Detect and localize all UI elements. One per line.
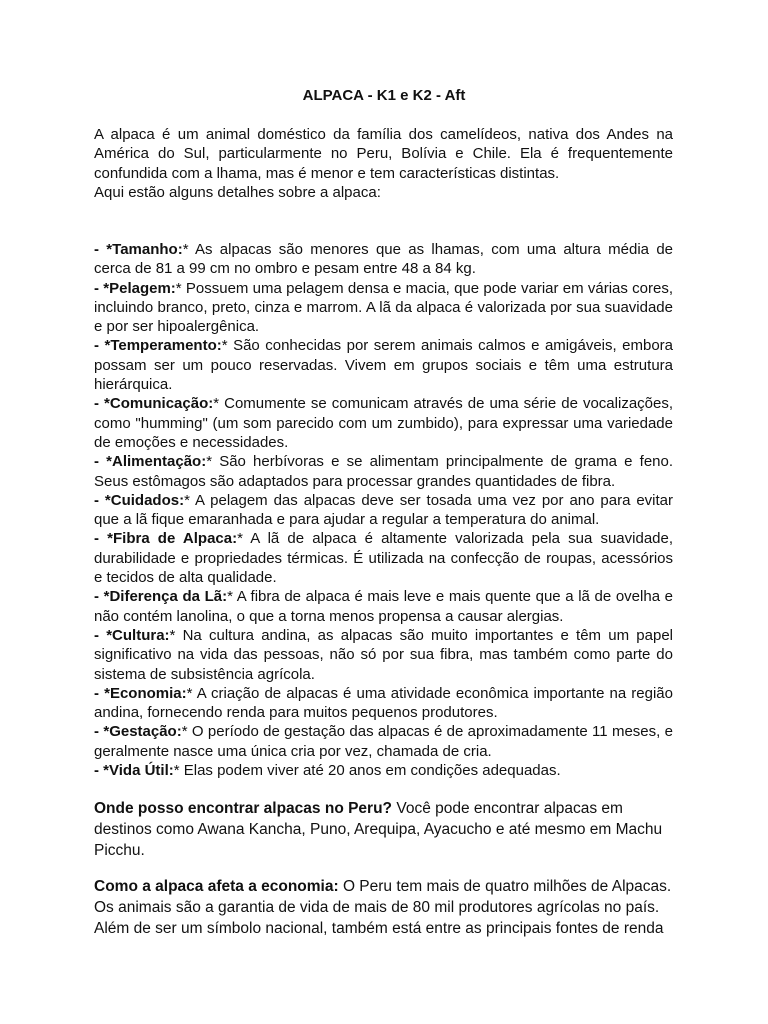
intro-paragraph: A alpaca é um animal doméstico da família dos camelídeos, nativa dos Andes na América do Sul, particularmente no Peru, Bolívia e Chile. Ela é frequentemente confundida com a lhama, mas é menor e tem características distintas. (94, 126, 673, 182)
peru-answer: Você pode encontrar alpacas em destinos como Awana Kancha, Puno, Arequipa, Ayacucho e até mesmo em Machu Picchu. (94, 800, 663, 859)
list-item: - *Cultura:* Na cultura andina, as alpacas são muito importantes e têm um papel significativo na vida das pessoas, não só por sua fibra, mas também como parte do sistema de subsistência agrícola. (94, 626, 673, 683)
list-item: - *Vida Útil:* Elas podem viver até 20 anos em condições adequadas. (94, 762, 561, 780)
document-title: ALPACA - K1 e K2 - Aft (302, 87, 466, 104)
list-item: - *Economia:* A criação de alpacas é uma atividade econômica importante na região andina, fornecendo renda para muitos pequenos produtores. (94, 684, 673, 722)
intro-section (94, 125, 673, 202)
list-item: - *Temperamento:* São conhecidas por serem animais calmos e amigáveis, embora possam ser um pouco reservadas. Vivem em grupos sociais e têm uma estrutura hierárquica. (94, 337, 674, 394)
list-item: - *Cuidados:* A pelagem das alpacas deve ser tosada uma vez por ano para evitar que a lã fique emaranhada e para ajudar a regular a temperatura do animal. (94, 491, 674, 529)
list-item: - *Pelagem:* Possuem uma pelagem densa e macia, que pode variar em várias cores, incluindo branco, preto, cinza e marrom. A lã da alpaca é valorizada por sua suavidade e por ser hipoalergênica. (94, 279, 673, 336)
economy-paragraph (94, 876, 673, 939)
list-item: - *Alimentação:* São herbívoras e se alimentam principalmente de grama e feno. Seus estômagos são adaptados para processar grandes quantidades de fibra. (94, 453, 674, 490)
economy-answer: O Peru tem mais de quatro milhões de Alpacas. Os animais são a garantia de vida de mais de 80 mil produtores agrícolas no país. Além de ser um símbolo nacional, também está entre as principais fontes de renda (94, 878, 672, 937)
list-item: - *Diferença da Lã:* A fibra de alpaca é mais leve e mais quente que a lã de ovelha e não contém lanolina, o que a torna menos propensa a causar alergias. (94, 588, 673, 625)
list-item: - *Fibra de Alpaca:* A lã de alpaca é altamente valorizada pela sua suavidade, durabilidade e propriedades térmicas. É utilizada na confecção de roupas, acessórios e tecidos de alta qualidade. (94, 530, 674, 587)
intro-lead-in: Aqui estão alguns detalhes sobre a alpaca: (94, 183, 381, 201)
list-item: - *Comunicação:* Comumente se comunicam através de uma série de vocalizações, como "humming" (um som parecido com um zumbido), para expressar uma variedade de emoções e necessidades. (94, 395, 674, 451)
details-list (94, 240, 673, 780)
peru-paragraph (94, 798, 673, 861)
peru-question: Onde posso encontrar alpacas no Peru? (94, 800, 393, 817)
list-item: - *Tamanho:* As alpacas são menores que as lhamas, com uma altura média de cerca de 81 a 99 cm no ombro e pesam entre 48 a 84 kg. (94, 241, 674, 278)
list-item: - *Gestação:* O período de gestação das alpacas é de aproximadamente 11 meses, e geralmente nasce uma única cria por vez, chamada de cria. (94, 723, 674, 760)
economy-question: Como a alpaca afeta a economia: (94, 878, 339, 895)
